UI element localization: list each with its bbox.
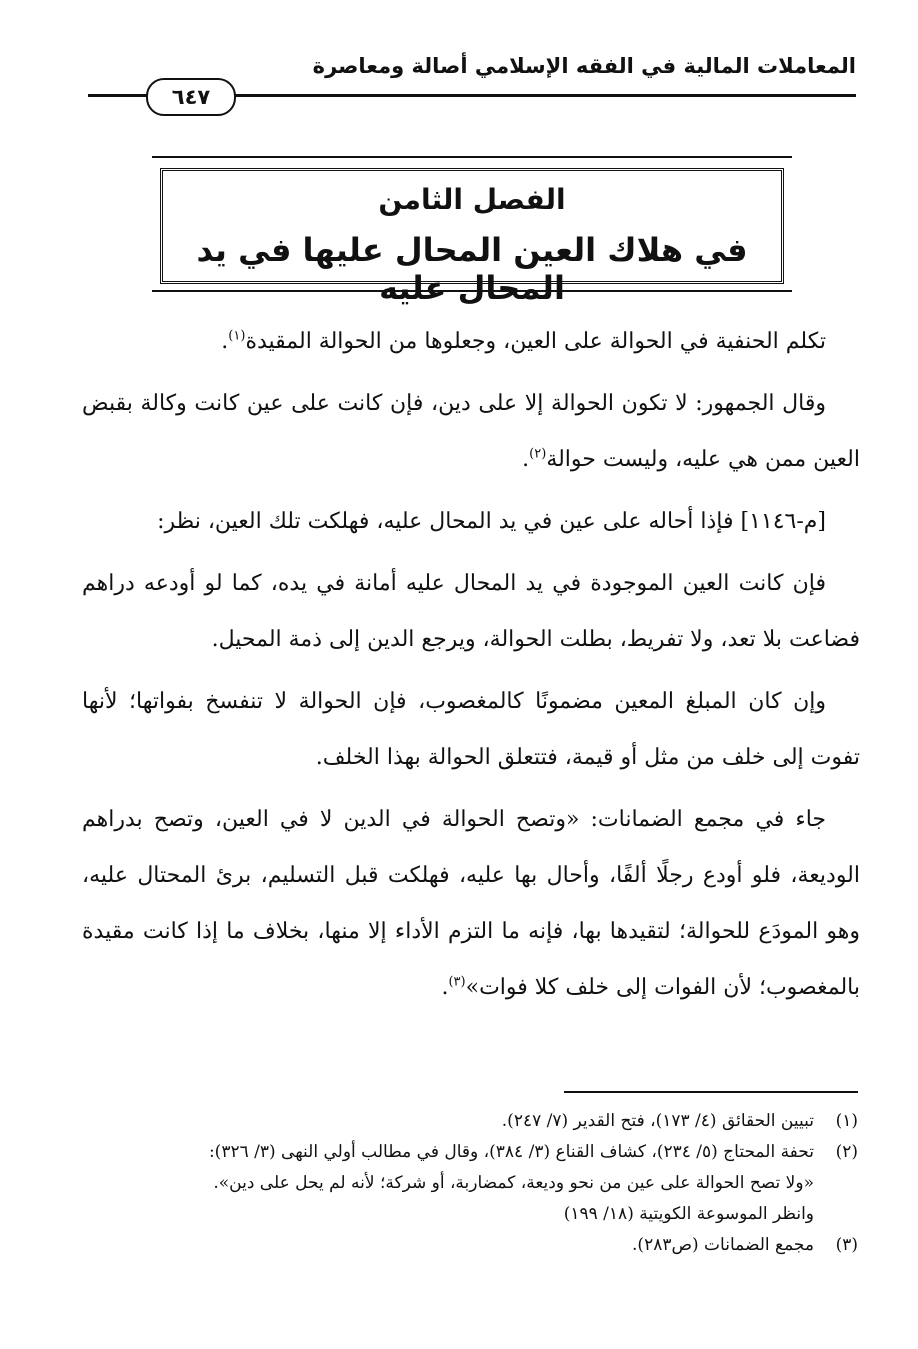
paragraph (82, 494, 860, 550)
paragraph-text: وإن كان المبلغ المعين مضمونًا كالمغصوب، فإن الحوالة لا تنفسخ بفواتها؛ لأنها تفوت إلى خلف من مثل أو قيمة، فتتعلق الحوالة بهذا الخلف. (82, 689, 860, 770)
footnote (60, 1137, 858, 1168)
paragraph (82, 376, 860, 488)
paragraph (82, 674, 860, 786)
paragraph-text: [م-١١٤٦] فإذا أحاله على عين في يد المحال عليه، فهلكت تلك العين، نظر: (157, 509, 826, 534)
footnotes (60, 1106, 858, 1261)
body-text (82, 314, 860, 1022)
paragraph-text: جاء في مجمع الضمانات: «وتصح الحوالة في الدين لا في العين، وتصح بدراهم الوديعة، فلو أودع رجلًا ألفًا، وأحال بها عليه، فهلكت قبل التسليم، برئ المحتال عليه، وهو المودَع للحوالة؛ لتقيدها بها، فإنه ما التزم الأداء إلا منها، بخلاف ما إذا كانت مقيدة بالمغصوب؛ لأن الفوات إلى خلف كلا فوات» (82, 807, 860, 1000)
paragraph (82, 556, 860, 668)
paragraph-text: وقال الجمهور: لا تكون الحوالة إلا على دين، فإن كانت على عين كانت وكالة بقبض العين ممن هي عليه، وليست حوالة (82, 391, 860, 472)
footnote-number: (٢) (835, 1142, 858, 1162)
footnote-text: مجمع الضمانات (ص٢٨٣). (632, 1235, 814, 1255)
footnote (60, 1230, 858, 1261)
chapter-title-box (160, 168, 784, 307)
paragraph (82, 792, 860, 1016)
footnote-ref: (١) (228, 328, 246, 344)
paragraph-text: فإن كانت العين الموجودة في يد المحال عليه أمانة في يده، كما لو أودعه دراهم فضاعت بلا تعد، ولا تفريط، بطلت الحوالة، ويرجع الدين إلى ذمة المحيل. (82, 571, 860, 652)
paragraph (82, 314, 860, 370)
paragraph-end: . (522, 447, 530, 472)
footnote-ref: (٣) (448, 974, 466, 990)
footnote-number: (٣) (835, 1235, 858, 1255)
footnote (60, 1106, 858, 1137)
chapter-title-line1: الفصل الثامن (378, 183, 566, 216)
footnote-continuation: وانظر الموسوعة الكويتية (١٨/ ١٩٩) (563, 1204, 814, 1224)
paragraph-text: تكلم الحنفية في الحوالة على العين، وجعلوها من الحوالة المقيدة (245, 329, 826, 354)
page-number: ٦٤٧ (146, 78, 236, 116)
footnote-ref: (٢) (529, 446, 547, 462)
footnote-rule (564, 1091, 858, 1093)
footnote-text: تحفة المحتاج (٥/ ٢٣٤)، كشاف القناع (٣/ ٣٨٤)، وقال في مطالب أولي النهى (٣/ ٣٢٦): (208, 1142, 814, 1162)
chapter-title-frame (152, 156, 792, 307)
running-title: المعاملات المالية في الفقه الإسلامي أصالة ومعاصرة (312, 54, 856, 78)
footnote-continuation: «ولا تصح الحوالة على عين من نحو وديعة، كمضاربة، أو شركة؛ لأنه لم يحل على دين». (213, 1173, 814, 1193)
paragraph-end: . (221, 329, 229, 354)
paragraph-end: . (441, 975, 449, 1000)
chapter-title-line2: في هلاك العين المحال عليها في يد المحال عليه (196, 231, 748, 307)
footnote-number: (١) (835, 1111, 858, 1131)
footnote-text: تبيين الحقائق (٤/ ١٧٣)، فتح القدير (٧/ ٢٤٧). (501, 1111, 814, 1131)
